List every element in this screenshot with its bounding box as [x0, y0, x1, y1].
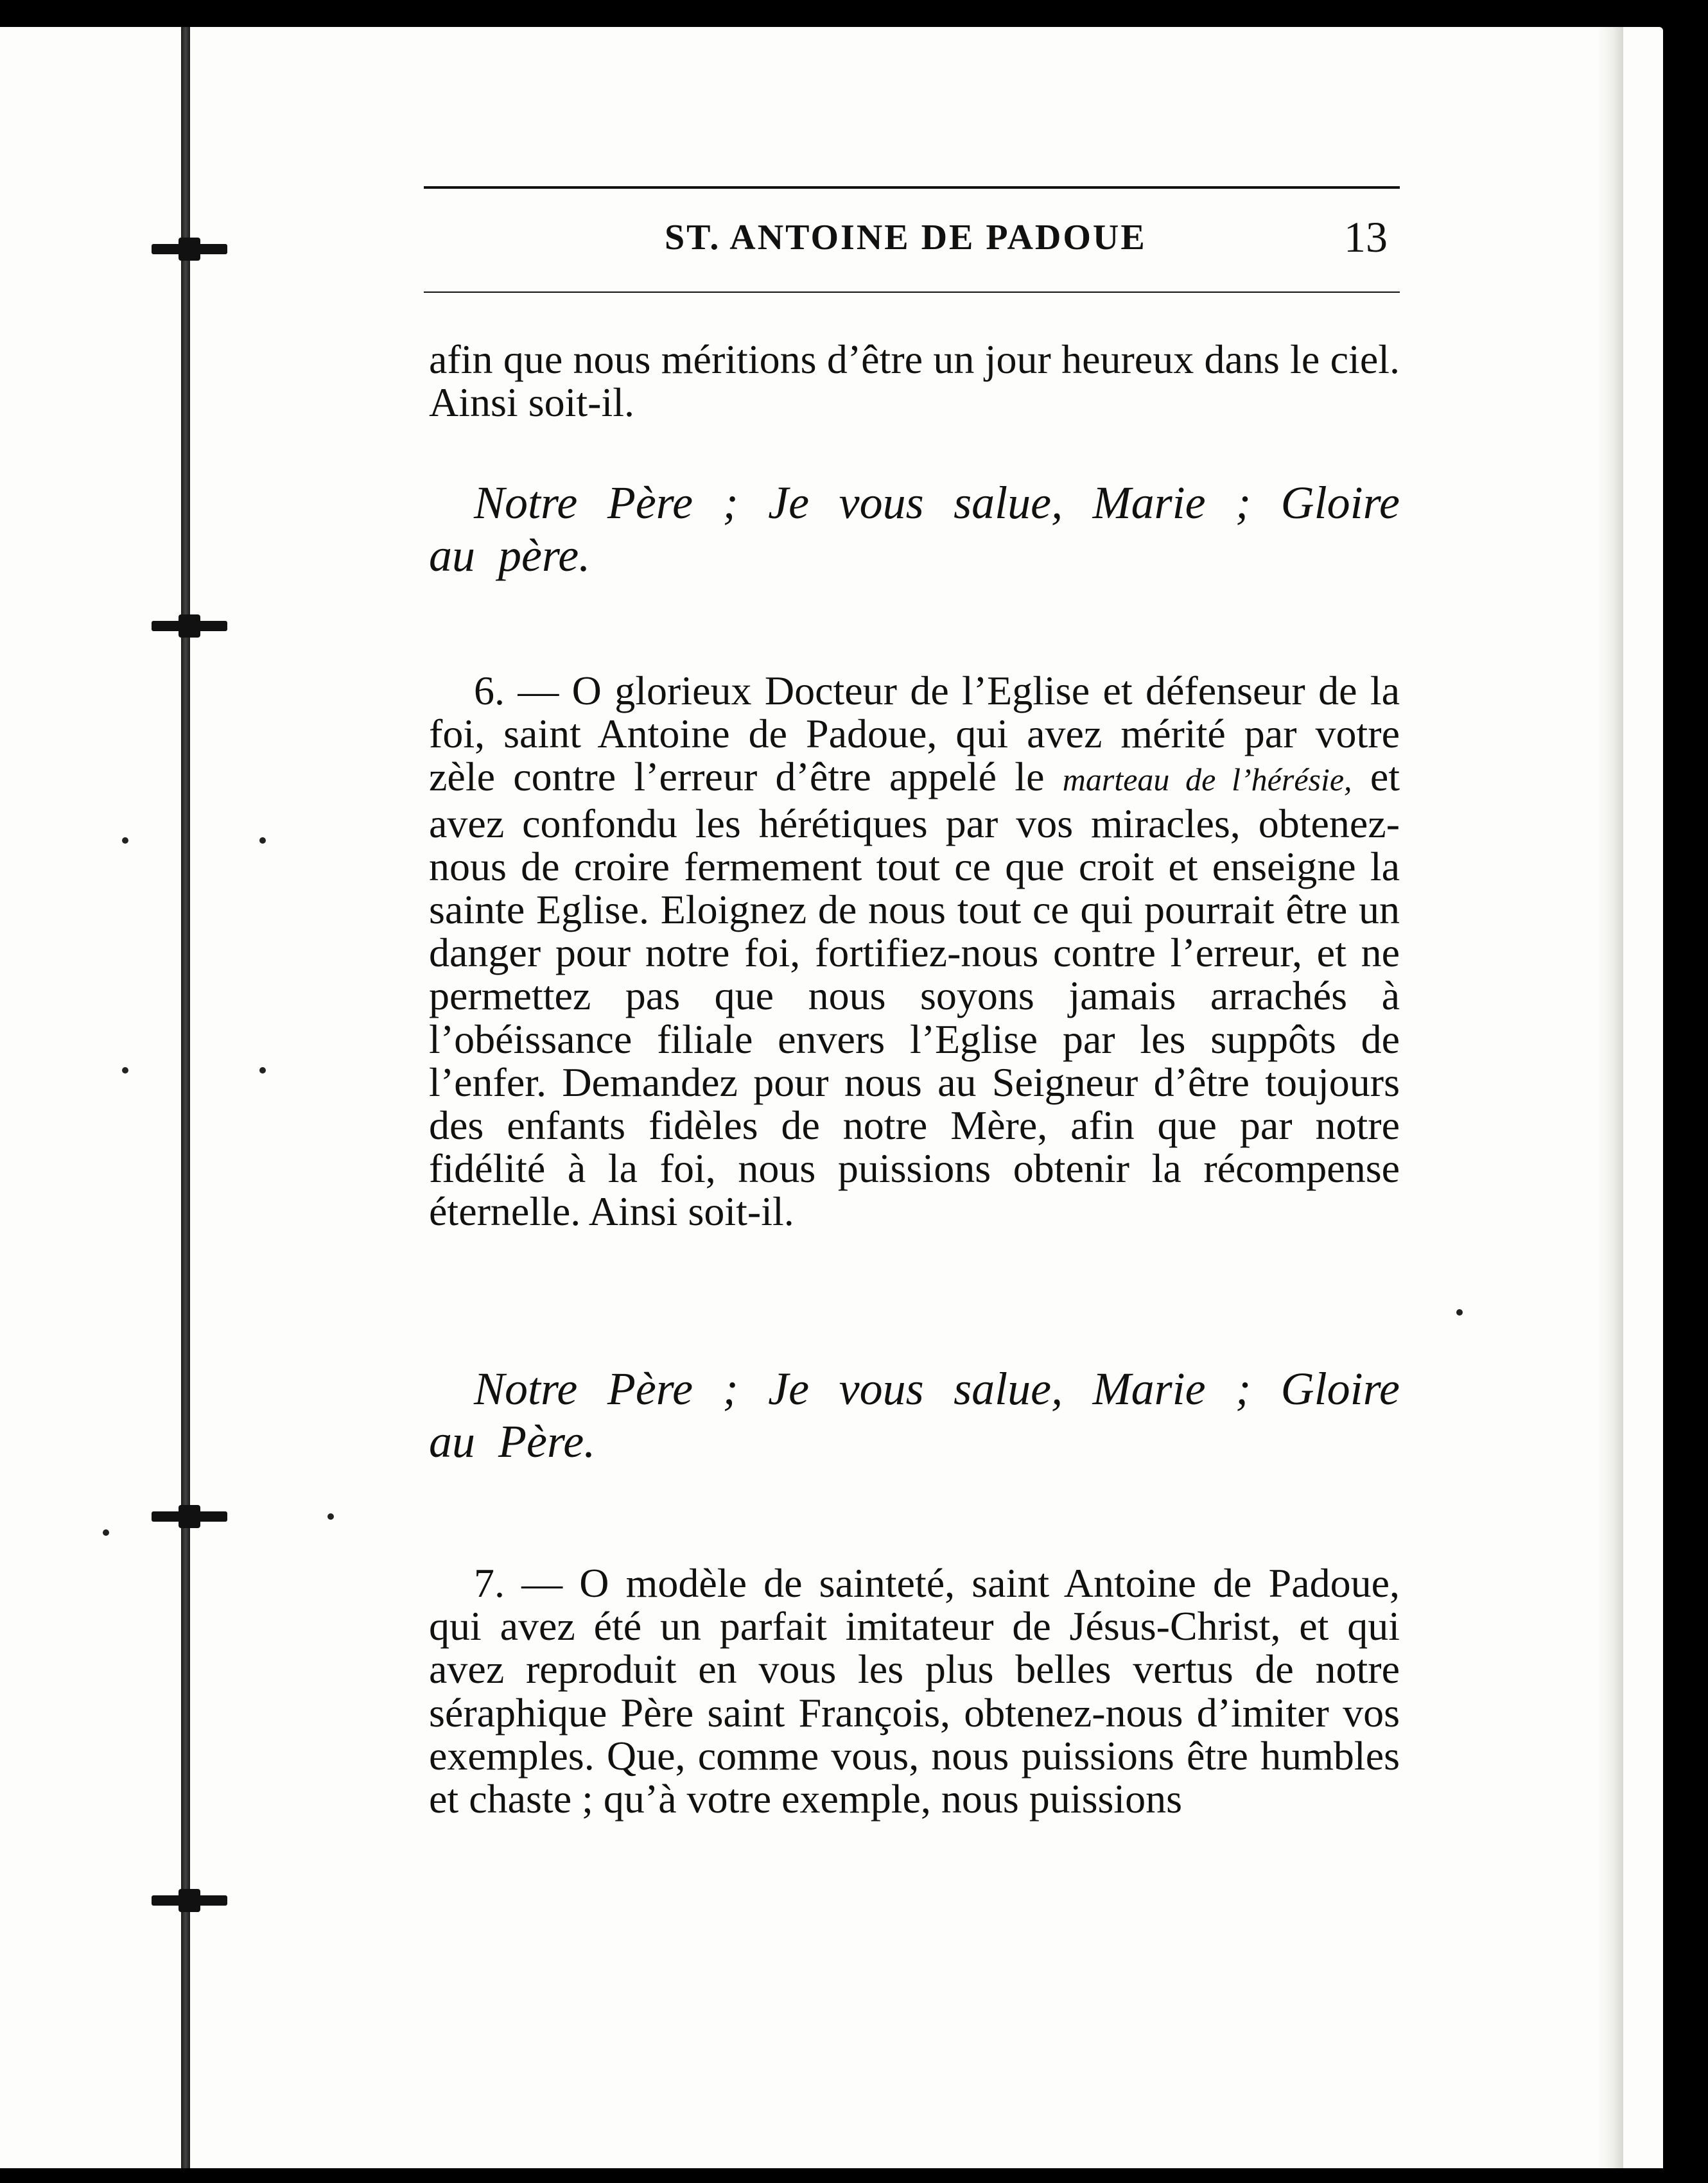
print-speck — [259, 1067, 266, 1074]
print-speck — [103, 1529, 109, 1536]
print-speck — [259, 837, 266, 844]
binding-stitch — [152, 1511, 227, 1522]
prayer-text: Notre Père ; Je vous salue, Marie ; Gloire au père. — [429, 477, 1400, 581]
paragraph-text: 7. — O modèle de sainteté, saint Antoine de Padoue, qui avez été un parfait imitateur de Jésus-Christ, et qui avez reproduit en vous les plus belles vertus de notre séraphique Père saint François, obtenez-nous d’imiter vos exemples. Que, comme vous, nous puissions être humbles et chaste ; qu’à votre exemple, nous puissions — [429, 1560, 1400, 1822]
book-page — [0, 27, 1663, 2168]
paragraph-6-italic: marteau de l’hérésie, — [1062, 761, 1352, 798]
print-speck — [122, 1067, 128, 1074]
prayer-line-1 — [429, 476, 1400, 582]
print-speck — [327, 1513, 334, 1520]
paragraph-6-intro: 6. — O glorieux Docteur de l’Eglise et défenseur de la foi, saint Antoine de Padoue, qui avez mérité par votre zèle contre l’erreur d’être appelé le — [429, 668, 1400, 800]
binding-stitch — [152, 621, 227, 631]
prayer-text: Notre Père ; Je vous salue, Marie ; Gloire au Père. — [429, 1363, 1400, 1467]
running-header: ST. ANTOINE DE PADOUE — [665, 218, 1147, 257]
binding-spine — [181, 27, 190, 2168]
paragraph-6-rest: et avez confondu les hérétiques par vos miracles, obtenez-nous de croire fermement tout ce que croit et enseigne la sainte Eglise. Eloignez de nous tout ce qui pourrait être un danger pour notre foi, fortifiez-nous contre l’erreur, et ne permettez pas que nous soyons jamais arrachés à l’obéissance filiale envers l’Eglise par les suppôts de l’enfer. Demandez pour nous au Seigneur d’être toujours des enfants fidèles de notre Mère, afin que par notre fidélité à la foi, nous puissions obtenir la récompense éternelle. Ainsi soit-il. — [429, 754, 1400, 1235]
header-rule-bottom — [424, 291, 1400, 293]
paragraph-text: afin que nous méritions d’être un jour heureux dans le ciel. Ainsi soit-il. — [429, 336, 1400, 426]
print-speck — [122, 837, 128, 844]
print-speck — [1456, 1309, 1463, 1316]
binding-stitch — [152, 244, 227, 254]
binding-stitch — [152, 1895, 227, 1906]
continuation-paragraph — [429, 338, 1400, 424]
page-edge — [1598, 27, 1623, 2168]
header-rule-top — [424, 186, 1400, 189]
prayer-line-2 — [429, 1362, 1400, 1468]
paragraph-text — [429, 669, 1400, 1233]
paragraph-6 — [429, 669, 1400, 1233]
paragraph-7 — [429, 1561, 1400, 1820]
page-number: 13 — [1344, 213, 1388, 261]
